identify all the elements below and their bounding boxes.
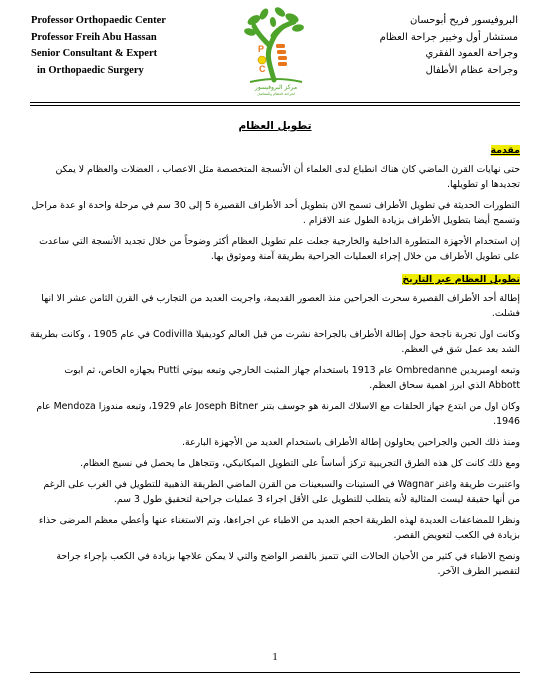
- header-en-line: Senior Consultant & Expert: [31, 48, 158, 59]
- center-logo: [240, 6, 312, 96]
- paragraph: ومنذ ذلك الحين والجراحين يحاولون إطالة الأطراف باستخدام العديد من الأجهزة البارعة.: [182, 437, 520, 448]
- paragraph: ونظرا للمضاعفات العديدة لهذه الطريقة احجم العديد من الاطباء عن اجراءها، وتم الاستغناء عنها وأعطي معظم المرضى حذاء بزيادة في الكعب لتعويض القصر.: [38, 515, 520, 541]
- header-divider-thin: [30, 105, 520, 106]
- paragraph: التطورات الحديثة في تطويل الأطراف تسمح الان بتطويل أحد الأطراف القصيرة 5 إلى 30 سم في مرحلة واحدة او عدة مراحل وتسمح أيضا بتطويل الأطراف بزيادة الطول عند الاقزام .: [31, 200, 520, 226]
- paragraph: حتى نهايات القرن الماضي كان هناك انطباع لدى العلماء أن الأنسجة المتخصصة مثل الاعصاب ، العضلات والعظام لا يمكن تجديدها او تطويلها.: [55, 164, 520, 190]
- header-arabic: [328, 13, 518, 79]
- section-history: [30, 270, 520, 579]
- paragraph: واعتبرت طريقة واغنر Wagnar في الستينات والسبعينات من القرن الماضي الطريقة الذهبية للتطويل في الغرب على الرغم من أنها حقيقة ليست المثالية لأنه يتطلب للتطويل على الأقل اجراء 3 عمليات جراحية لتحقيق طول 3 سم.: [43, 479, 520, 505]
- paragraph: ومع ذلك كانت كل هذه الطرق التجريبية تركز أساساً على التطويل الميكانيكي، وتتجاهل ما يحصل في نسيج العظام.: [80, 458, 520, 469]
- header-divider: [30, 102, 520, 103]
- paragraph: إطالة أحد الأطراف القصيرة سحرت الجراحين منذ العصور القديمة، واجريت العديد من التجارب في القرن الثامن عشر الا انها فشلت.: [41, 293, 520, 319]
- logo-spine-icon: [276, 44, 287, 66]
- header-ar-line: البروفيسور فريح أبوحسان: [409, 15, 518, 26]
- paragraph: وكان اول من ابتدع جهاز الحلقات مع الاسلاك المرنة هو جوسف بتنر Joseph Bitner عام 1929، وتبعه مندوزا Mendoza عام 1946.: [36, 401, 520, 427]
- logo-subtext: لجراحة العظام والمفاصل: [257, 92, 295, 96]
- paragraph: وكانت اول تجربة ناجحة حول إطالة الأطراف بالجراحة نشرت من قبل العالم كوديفيلا Codivilla في عام 1905 ، وكانت بطريقة الشد بعد عمل شق في العظم.: [30, 329, 520, 355]
- logo-smiley-icon: [258, 56, 266, 64]
- document-title: تطويل العظام: [238, 120, 312, 132]
- logo-letter-c: C: [259, 64, 266, 74]
- header-ar-line: وجراحة العمود الفقري: [425, 48, 518, 59]
- header-en-line: Professor Orthopaedic Center: [31, 15, 166, 26]
- paragraph: ونصح الاطباء في كثير من الأحيان الحالات التي تتميز بالقصر الواضح والتي لا يمكن علاجها بزيادة في الكعب بإجراء جراحة لتقصير الطرف الآخر.: [56, 551, 520, 577]
- section-intro: [30, 141, 520, 264]
- document-body: [30, 120, 520, 585]
- page-number: 1: [272, 651, 278, 663]
- section-heading: تطويل العظام عبر التاريخ: [402, 274, 520, 285]
- paragraph: إن استخدام الأجهزة المتطورة الداخلية والخارجية جعلت علم تطويل العظام أكثر وضوحاً من خلال تجديد الأنسجة التي ساعدت على تطويل الأطراف من خلال إجراء العمليات الجراحية بطريقة آمنة وموثوق بها.: [39, 236, 520, 262]
- logo-text: مركز البروفيسور: [254, 84, 298, 91]
- section-heading: مقدمة: [490, 145, 520, 156]
- header-ar-line: وجراحة عظام الأطفال: [425, 64, 518, 76]
- header-en-line: in Orthopaedic Surgery: [37, 64, 144, 76]
- logo-letter-p: P: [258, 44, 265, 54]
- header-english: [31, 13, 211, 79]
- footer-divider: [30, 672, 520, 673]
- header-ar-line: مستشار أول وخبير جراحة العظام: [379, 31, 518, 43]
- paragraph: وتبعه اومبريدين Ombredanne عام 1913 باستخدام جهاز المثبت الخارجي وتبعه بيوتي Putti بجهازه الخاص، ثم ابوت Abbott الذي ابرز اهمية سحاق العظم.: [64, 365, 520, 391]
- header-en-line: Professor Freih Abu Hassan: [31, 31, 157, 43]
